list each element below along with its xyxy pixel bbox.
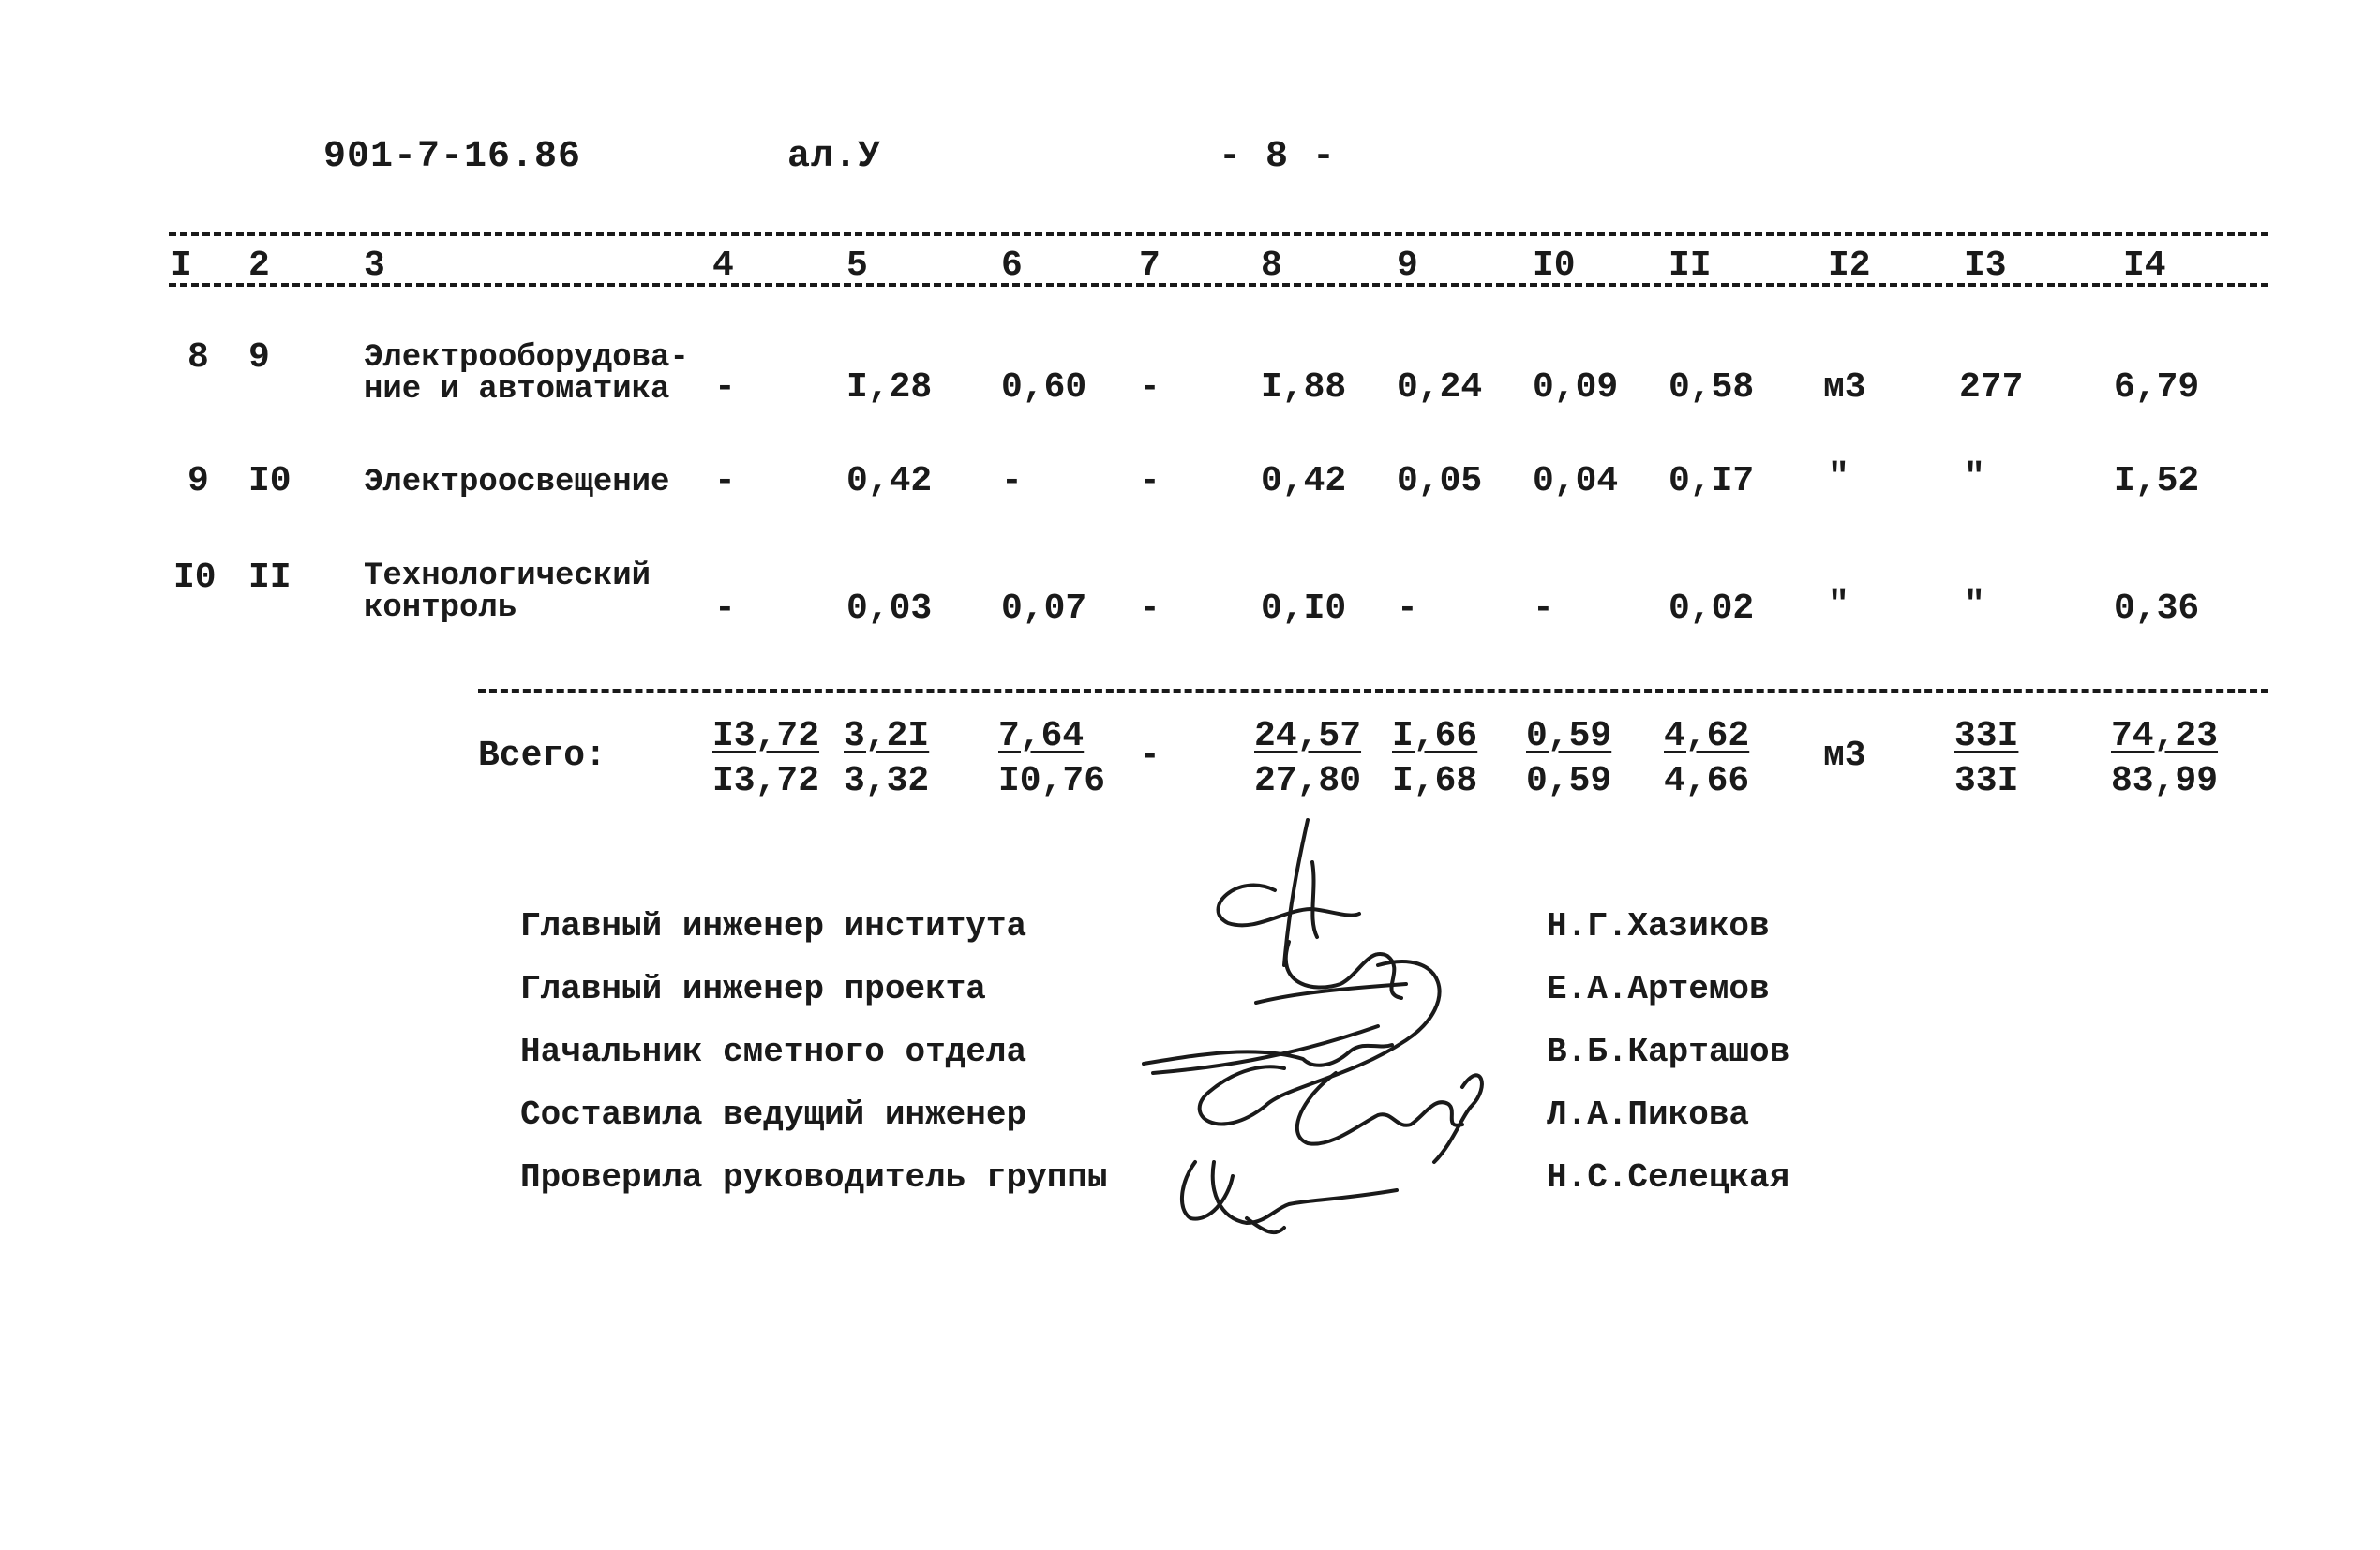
total-value-bottom: 4,66	[1664, 761, 1750, 801]
signer-name: Л.А.Пикова	[1547, 1095, 1750, 1134]
row-number: 8	[187, 337, 209, 378]
cell-col12: "	[1828, 585, 1849, 625]
column-number: 2	[248, 246, 270, 286]
header-bottom-rule	[169, 283, 2268, 287]
column-number: 9	[1397, 246, 1418, 286]
sheet-label: ал.У	[787, 136, 882, 178]
cell-col12: "	[1828, 457, 1849, 498]
cell-col5: 0,03	[846, 589, 933, 629]
item-name	[364, 342, 689, 406]
cell-col10: 0,04	[1533, 461, 1619, 501]
item-name-line: Электроосвещение	[364, 465, 670, 500]
total-col12: м3	[1823, 736, 1866, 776]
cell-col8: 0,42	[1261, 461, 1347, 501]
column-number: I3	[1964, 246, 2007, 286]
row-code: I0	[248, 461, 292, 501]
cell-col13: 277	[1959, 367, 2024, 408]
signer-role: Проверила руководитель группы	[520, 1158, 1108, 1197]
total-value-bottom: 0,59	[1526, 761, 1612, 801]
total-value-bottom: I0,76	[998, 761, 1106, 801]
signer-name: Н.Г.Хазиков	[1547, 907, 1770, 946]
total-col6	[998, 714, 1105, 804]
cell-col14: I,52	[2114, 461, 2200, 501]
item-name-line: Технологический	[364, 559, 651, 594]
total-col8	[1254, 714, 1361, 804]
total-col9	[1392, 714, 1477, 804]
total-value-bottom: 83,99	[2111, 761, 2219, 801]
total-value-bottom: 33I	[1954, 761, 2019, 801]
total-value-top: 33I	[1954, 716, 2019, 756]
signer-role: Главный инженер института	[520, 907, 1027, 946]
total-col10	[1526, 714, 1611, 804]
item-name-line: контроль	[364, 590, 517, 626]
column-number: 8	[1261, 246, 1282, 286]
column-number: 4	[712, 246, 734, 286]
cell-col4: -	[714, 589, 736, 629]
document-code: 901-7-16.86	[323, 136, 582, 178]
cell-col14: 0,36	[2114, 589, 2200, 629]
cell-col14: 6,79	[2114, 367, 2200, 408]
cell-col11: 0,02	[1669, 589, 1755, 629]
column-number: II	[1669, 246, 1712, 286]
cell-col4: -	[714, 461, 736, 501]
page-number: - 8 -	[1219, 136, 1337, 178]
signer-name: В.Б.Карташов	[1547, 1033, 1790, 1071]
column-number: 5	[846, 246, 868, 286]
signer-name: Н.С.Селецкая	[1547, 1158, 1790, 1197]
cell-col7: -	[1139, 589, 1160, 629]
column-number: 6	[1001, 246, 1023, 286]
item-name	[364, 467, 669, 499]
cell-col9: 0,24	[1397, 367, 1483, 408]
row-number: I0	[173, 558, 217, 598]
total-value-bottom: 27,80	[1254, 761, 1362, 801]
column-number: I0	[1533, 246, 1576, 286]
cell-col13: "	[1964, 585, 1985, 625]
cell-col11: 0,I7	[1669, 461, 1755, 501]
cell-col8: 0,I0	[1261, 589, 1347, 629]
cell-col4: -	[714, 367, 736, 408]
cell-col6: 0,07	[1001, 589, 1087, 629]
total-value-top: 0,59	[1526, 716, 1612, 756]
row-number: 9	[187, 461, 209, 501]
item-name-line: ние и автоматика	[364, 372, 670, 408]
total-rule	[478, 689, 2268, 693]
total-value-bottom: I,68	[1392, 761, 1478, 801]
row-code: II	[248, 558, 292, 598]
column-number: 7	[1139, 246, 1160, 286]
signer-role: Начальник сметного отдела	[520, 1033, 1027, 1071]
total-value-top: 4,62	[1664, 716, 1750, 756]
total-value-top: 3,2I	[844, 716, 930, 756]
cell-col12: м3	[1823, 367, 1866, 408]
item-name	[364, 560, 651, 624]
column-number: I	[171, 246, 192, 286]
column-number: I4	[2123, 246, 2166, 286]
total-value-top: I3,72	[712, 716, 820, 756]
total-value-top: 7,64	[998, 716, 1085, 756]
item-name-line: Электрооборудова-	[364, 340, 689, 376]
handwritten-signatures-image	[1125, 806, 1500, 1256]
total-col4	[712, 714, 819, 804]
total-col14	[2111, 714, 2218, 804]
signer-role: Составила ведущий инженер	[520, 1095, 1027, 1134]
header-top-rule	[169, 232, 2268, 236]
total-value-bottom: 3,32	[844, 761, 930, 801]
total-col11	[1664, 714, 1749, 804]
total-value-top: 74,23	[2111, 716, 2219, 756]
cell-col13: "	[1964, 457, 1985, 498]
signer-name: Е.А.Артемов	[1547, 970, 1770, 1008]
signer-role: Главный инженер проекта	[520, 970, 986, 1008]
total-col13	[1954, 714, 2018, 804]
cell-col6: 0,60	[1001, 367, 1087, 408]
total-label: Всего:	[478, 736, 606, 776]
cell-col5: I,28	[846, 367, 933, 408]
cell-col5: 0,42	[846, 461, 933, 501]
cell-col11: 0,58	[1669, 367, 1755, 408]
total-value-top: I,66	[1392, 716, 1478, 756]
cell-col9: 0,05	[1397, 461, 1483, 501]
cell-col9: -	[1397, 589, 1418, 629]
cell-col7: -	[1139, 367, 1160, 408]
cell-col7: -	[1139, 461, 1160, 501]
column-number: I2	[1828, 246, 1871, 286]
total-value-top: 24,57	[1254, 716, 1362, 756]
cell-col6: -	[1001, 461, 1023, 501]
cell-col10: -	[1533, 589, 1554, 629]
cell-col10: 0,09	[1533, 367, 1619, 408]
total-col7: -	[1139, 736, 1160, 776]
row-code: 9	[248, 337, 270, 378]
total-value-bottom: I3,72	[712, 761, 820, 801]
cell-col8: I,88	[1261, 367, 1347, 408]
total-col5	[844, 714, 929, 804]
column-number: 3	[364, 246, 385, 286]
